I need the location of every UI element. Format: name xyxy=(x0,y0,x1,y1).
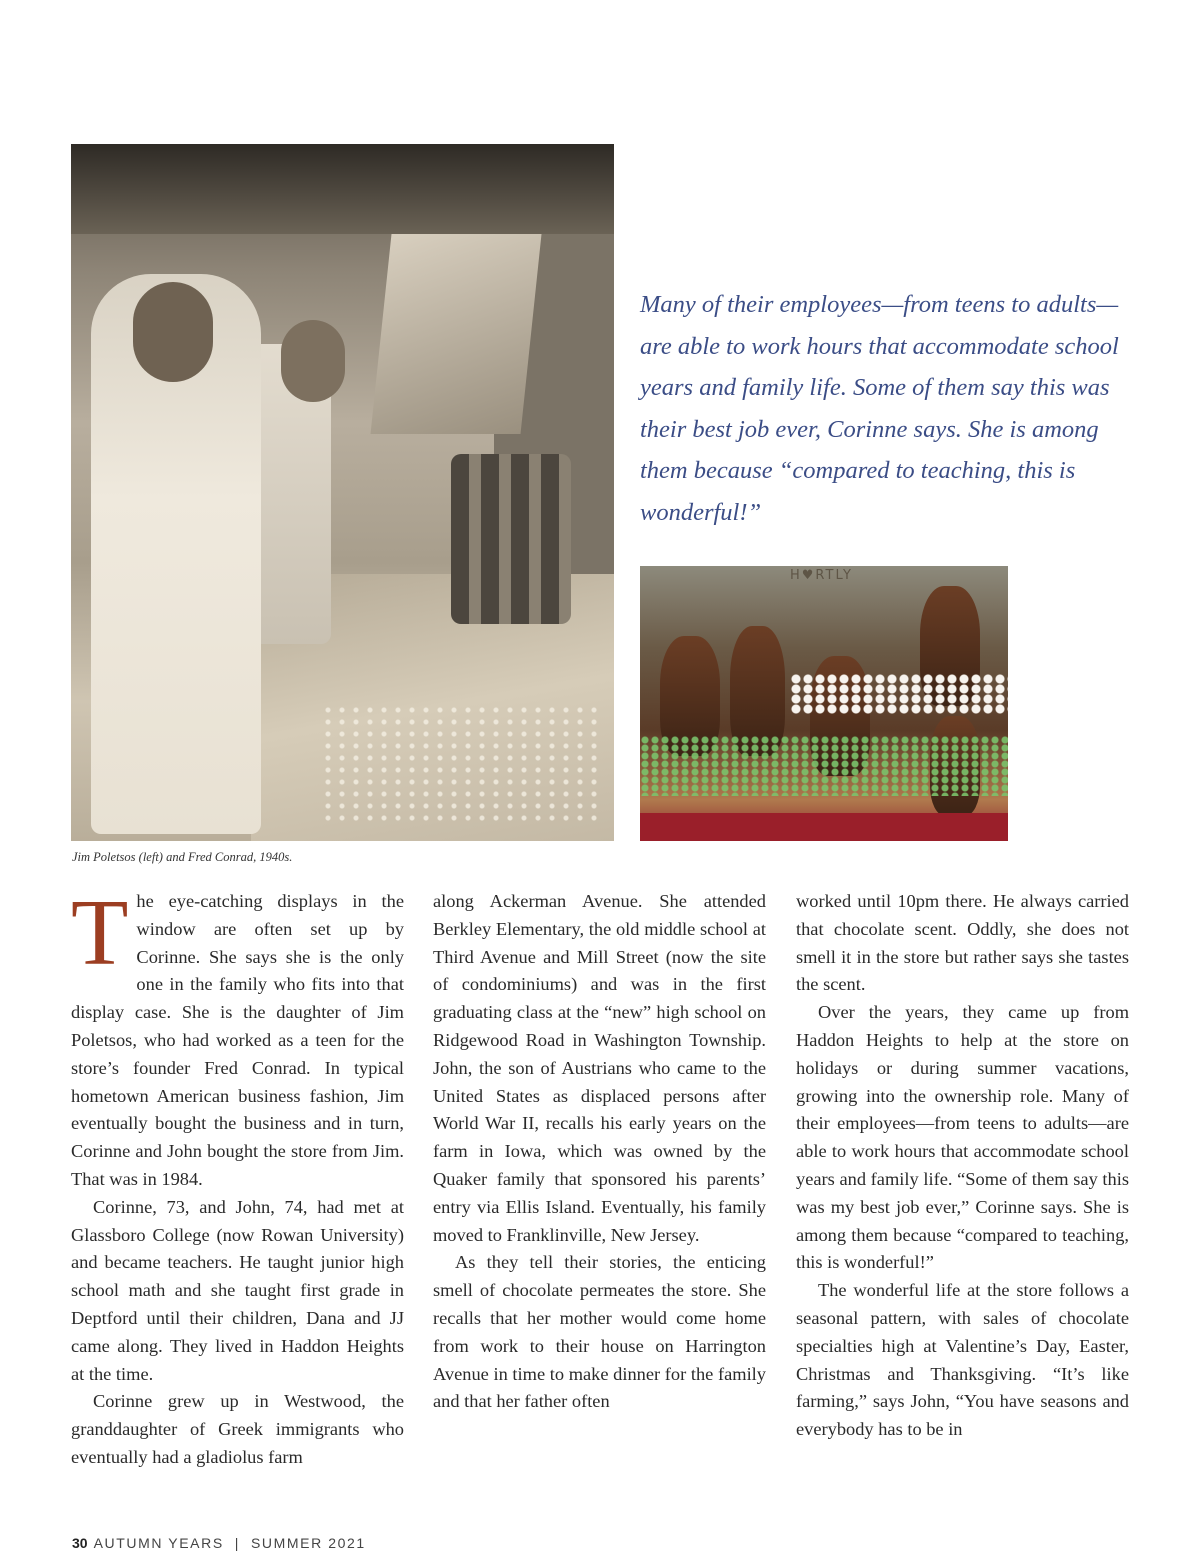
article-paragraph: Corinne, 73, and John, 74, had met at Glassboro College (now Rowan University) and became teachers. He taught junior high school math and she taught first grade in Deptford until their children, Dana and JJ came along. They lived in Haddon Heights at the time. xyxy=(71,1196,404,1384)
photo-hood xyxy=(370,234,541,434)
photo-ceiling xyxy=(71,144,614,234)
page-number: 30 xyxy=(72,1535,88,1551)
historic-photo-candy-makers xyxy=(71,144,614,841)
photo-candy-pieces xyxy=(321,704,601,824)
photo-head-fred xyxy=(281,320,345,402)
easter-grass xyxy=(640,736,1008,796)
article-paragraph: worked until 10pm there. He always carried that chocolate scent. Oddly, she does not smell it in the store but rather says she tastes the scent. xyxy=(796,891,1129,995)
article-paragraph: Corinne grew up in Westwood, the granddaughter of Greek immigrants who eventually had a gladiolus farm xyxy=(71,1391,404,1467)
display-case-trim xyxy=(640,813,1008,841)
photo-caption: Jim Poletsos (left) and Fred Conrad, 1940s. xyxy=(72,850,293,864)
drop-cap: T xyxy=(71,881,129,985)
article-column-3 xyxy=(796,888,1129,1444)
article-column-2 xyxy=(433,888,766,1416)
photo-candy-rolls xyxy=(451,454,571,624)
page-footer xyxy=(72,1535,366,1551)
article-paragraph: As they tell their stories, the enticing smell of chocolate permeates the store. She recalls that her mother would come home from work to their house on Harrington Avenue in time to make dinner for the family and that her father often xyxy=(433,1252,766,1412)
article-paragraph xyxy=(71,881,404,1194)
publication-name: AUTUMN YEARS | SUMMER 2021 xyxy=(93,1535,366,1551)
photo-head-jim xyxy=(133,282,213,382)
pull-quote: Many of their employees—from teens to adults—are able to work hours that accommodate school years and family life. Some of them say this was their best job ever, Corinne says. She is among them because “compared to teaching, this is wonderful!” xyxy=(640,291,1119,526)
article-paragraph-text: he eye-catching displays in the window are often set up by Corinne. She says she is the only one in the family who fits into that display case. She is the daughter of Jim Poletsos, who had worked as a teen for the store’s founder Fred Conrad. In typical hometown American business fashion, Jim eventually bought the business and in turn, Corinne and John bought the store from Jim. That was in 1984. xyxy=(71,891,404,1189)
store-sign-reflection: H♥RTLY xyxy=(790,568,853,583)
article-paragraph: Over the years, they came up from Haddon Heights to help at the store on holidays or during summer vacations, growing into the ownership role. Many of their employees—from teens to adults—are able to work hours that accommodate school years and family life. “Some of them say this was my best job ever,” Corinne says. She is among them because “compared to teaching, this is wonderful!” xyxy=(796,1002,1129,1273)
chocolate-bunny-window-photo xyxy=(640,566,1008,841)
article-column-1 xyxy=(71,881,404,1472)
article-paragraph: along Ackerman Avenue. She attended Berkley Elementary, the old middle school at Third Avenue and Mill Street (now the site of condominiums) and was in the first graduating class at the “new” high school on Ridgewood Road in Washington Township. John, the son of Austrians who came to the United States as displaced persons after World War II, recalls his early years on the farm in Iowa, which was owned by the Quaker family that sponsored his parents’ entry via Ellis Island. Eventually, his family moved to Franklinville, New Jersey. xyxy=(433,891,766,1245)
lace-doily xyxy=(790,674,1008,714)
article-paragraph: The wonderful life at the store follows a seasonal pattern, with sales of chocolate specialties high at Valentine’s Day, Easter, Christmas and Thanksgiving. “It’s like farming,” says John, “You have seasons and everybody has to be in xyxy=(796,1280,1129,1440)
